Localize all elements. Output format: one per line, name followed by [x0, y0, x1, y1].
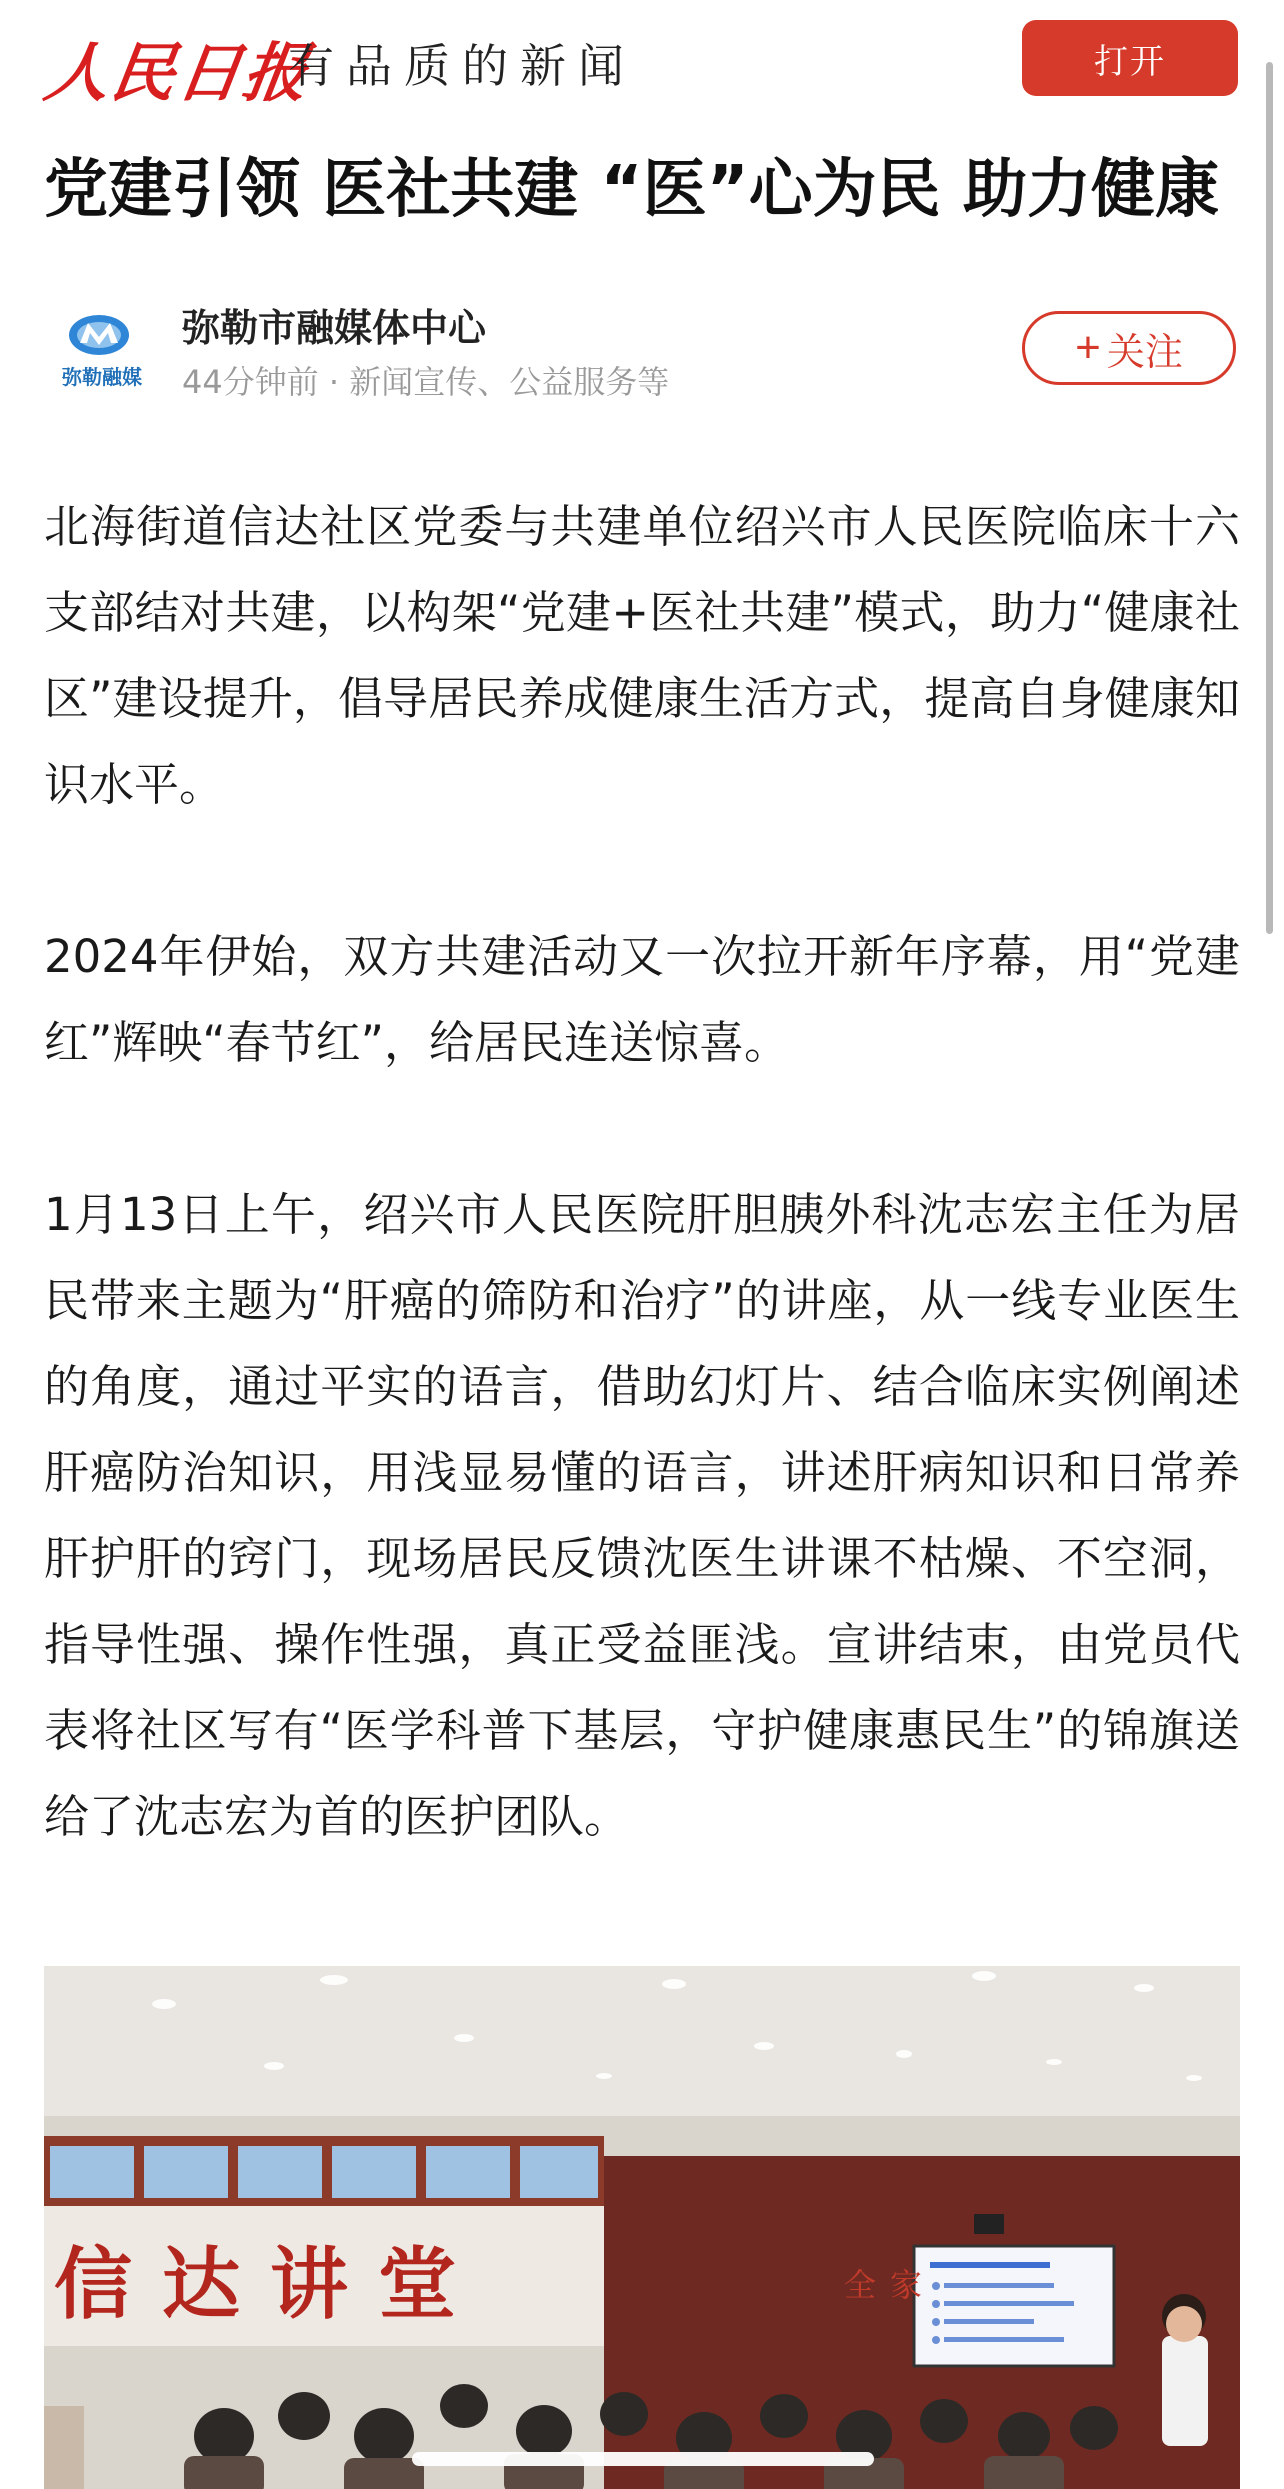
home-indicator[interactable] [412, 2452, 874, 2466]
follow-label: 关注 [1106, 331, 1183, 374]
article-title: 党建引领 医社共建 “医”心为民 助力健康 [44, 153, 1219, 227]
author-name[interactable]: 弥勒市融媒体中心 [182, 306, 487, 350]
wall-banner-text: 信达讲堂 [54, 2239, 487, 2330]
media-logo-icon [64, 309, 134, 361]
top-bar [0, 0, 1284, 118]
avatar[interactable] [52, 309, 144, 391]
author-meta: 44分钟前 · 新闻宣传、公益服务等 [182, 363, 670, 401]
open-app-button[interactable]: 打开 [1022, 20, 1238, 96]
avatar-label: 弥勒融媒 [62, 365, 142, 389]
lecture-photo-illustration [44, 1966, 1240, 2489]
scrollbar[interactable] [1266, 62, 1273, 934]
slogan: 有品质的新闻 [288, 39, 636, 93]
author-row [44, 295, 1240, 405]
side-banner-text: 全家 [844, 2266, 937, 2304]
article-paragraph: 1月13日上午，绍兴市人民医院肝胆胰外科沈志宏主任为居民带来主题为“肝癌的筛防和治疗”的讲座，从一线专业医生的角度，通过平实的语言，借助幻灯片、结合临床实例阐述肝癌防治知识，用浅显易懂的语言，讲述肝病知识和日常养肝护肝的窍门，现场居民反馈沈医生讲课不枯燥、不空洞，指导性强、操作性强，真正受益匪浅。宣讲结束，由党员代表将社区写有“医学科普下基层，守护健康惠民生”的锦旗送给了沈志宏为首的医护团队。 [44, 1188, 1240, 1843]
article-paragraph: 北海街道信达社区党委与共建单位绍兴市人民医院临床十六支部结对共建，以构架“党建+医社共建”模式，助力“健康社区”建设提升，倡导居民养成健康生活方式，提高自身健康知识水平。 [44, 500, 1240, 811]
article-paragraph: 2024年伊始，双方共建活动又一次拉开新年序幕，用“党建红”辉映“春节红”，给居民连送惊喜。 [44, 930, 1240, 1069]
peoples-daily-logo[interactable]: 人民日报 [39, 36, 315, 111]
article-photo[interactable] [44, 1966, 1240, 2489]
plus-icon: + [1075, 323, 1101, 372]
article-body [44, 484, 1240, 1946]
follow-button[interactable] [1022, 311, 1236, 385]
